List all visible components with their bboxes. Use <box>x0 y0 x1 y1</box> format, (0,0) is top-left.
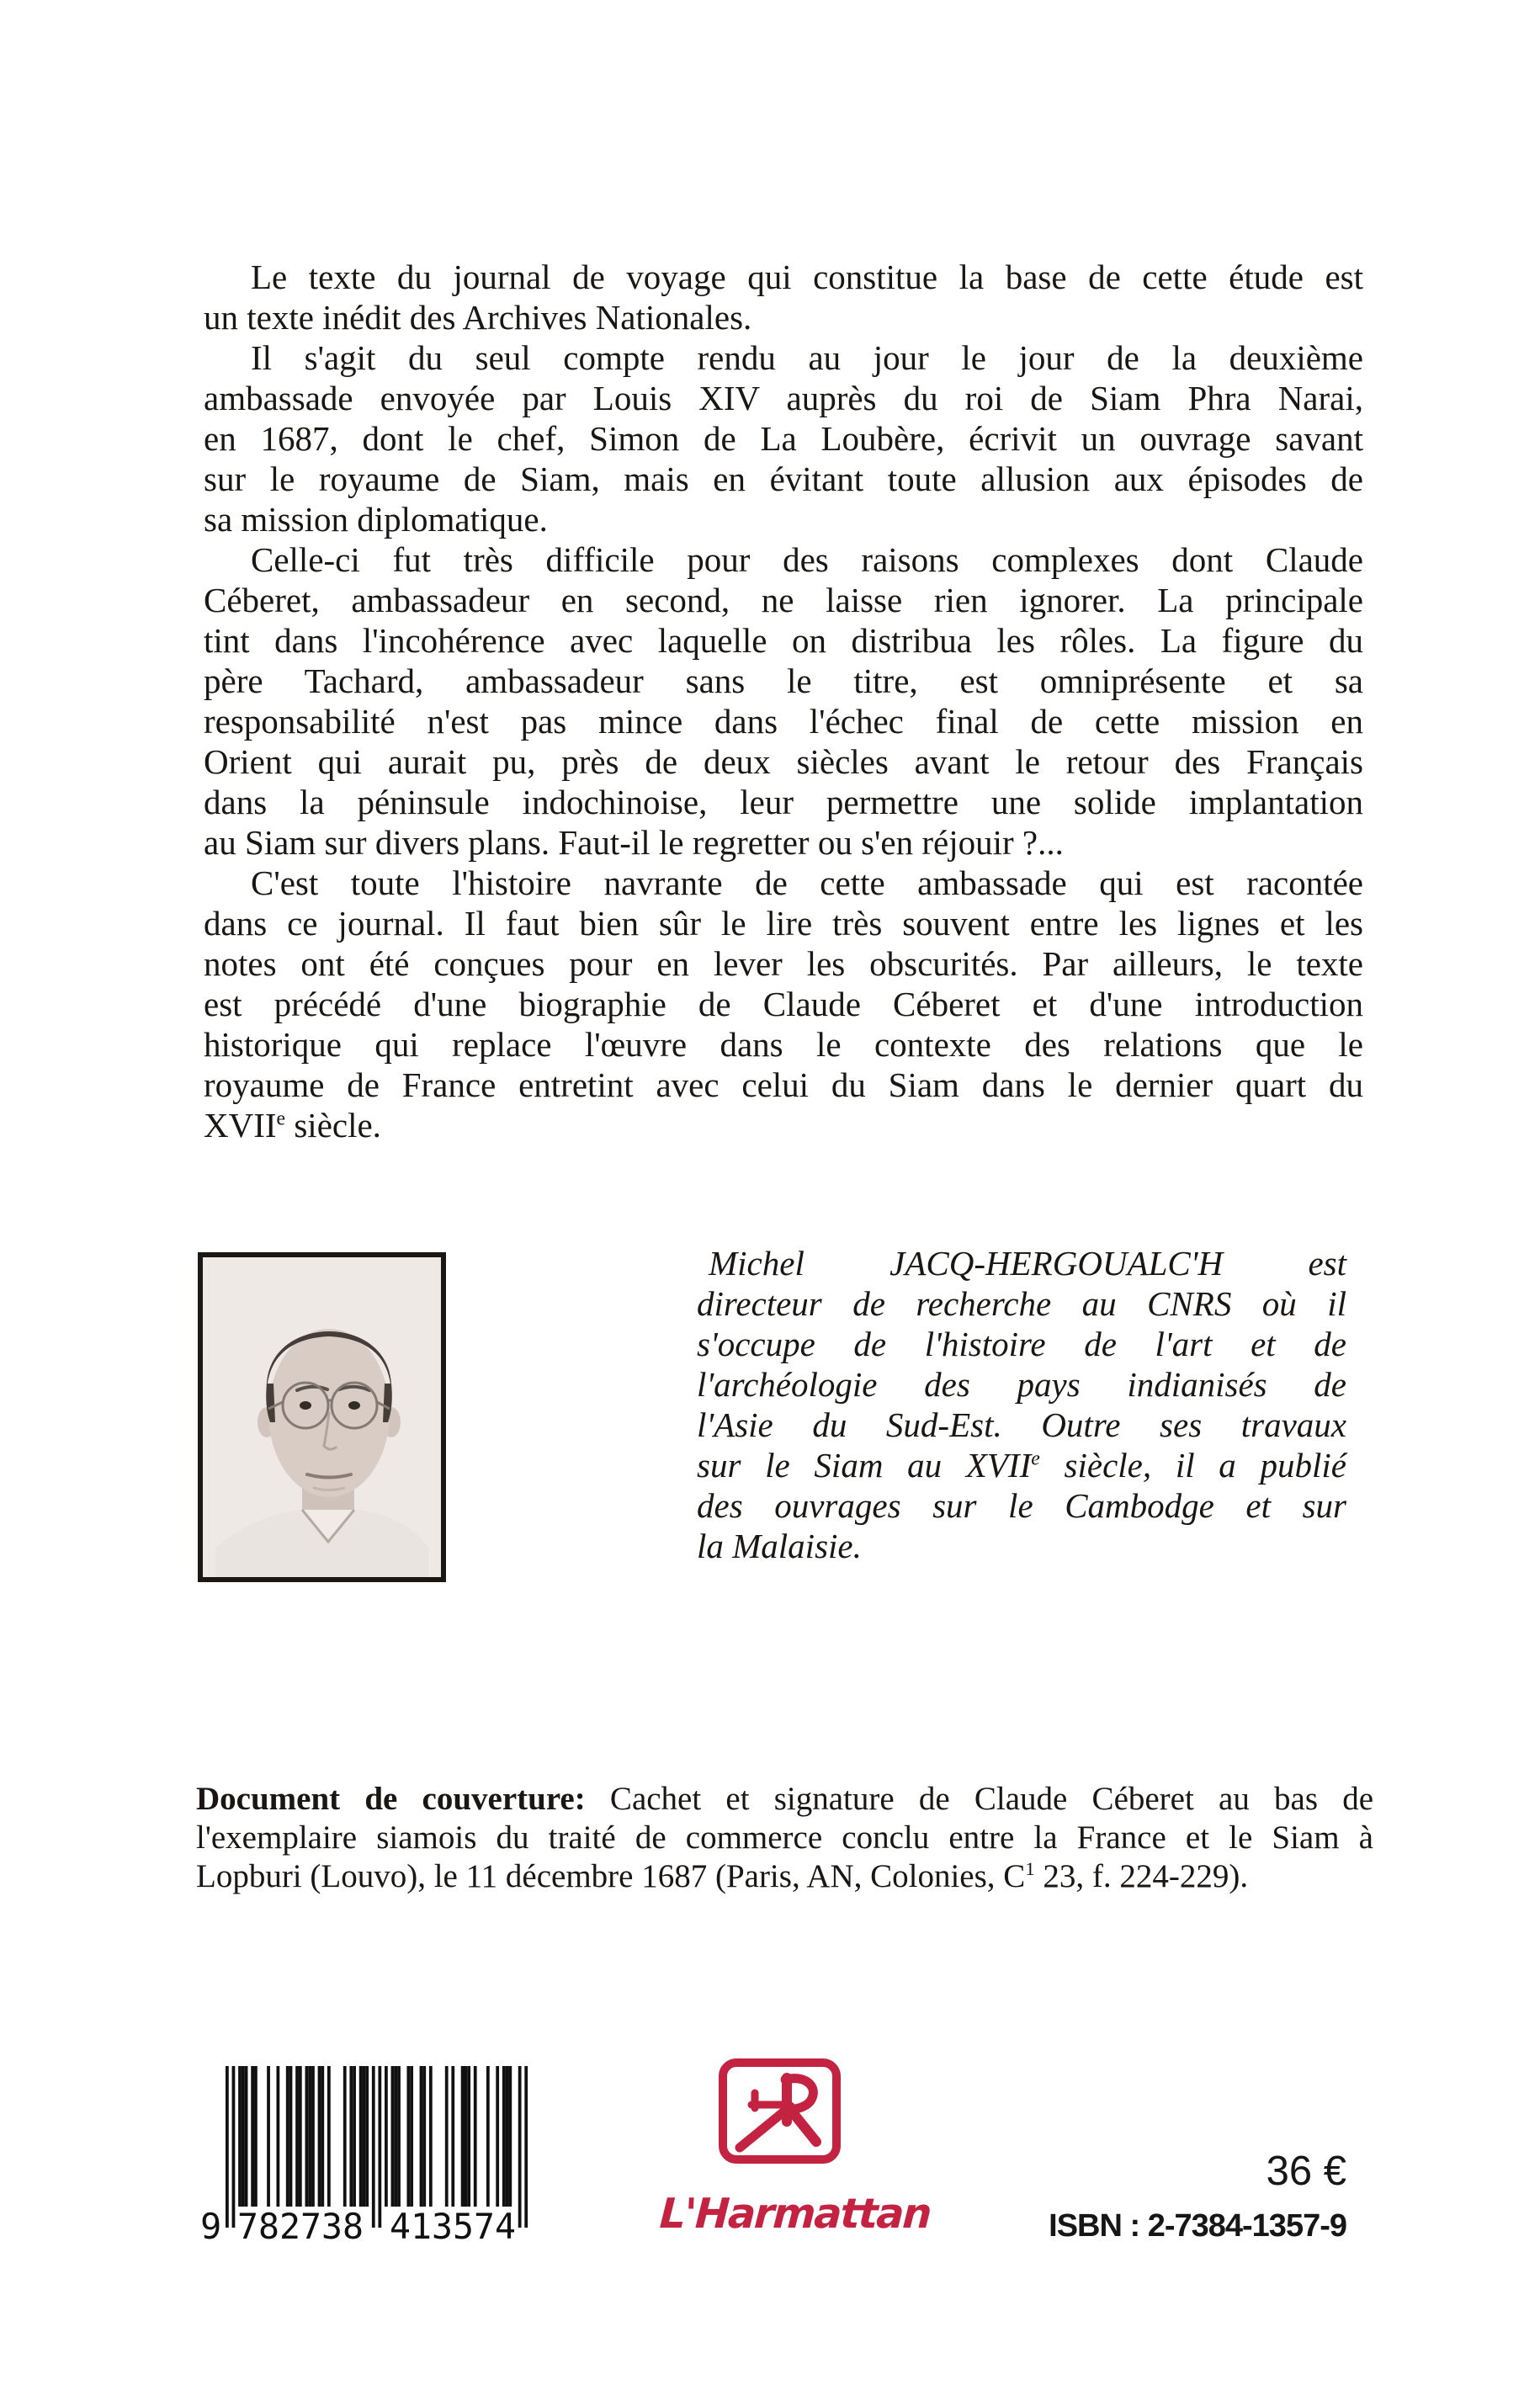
harmattan-seal-icon <box>718 2058 842 2165</box>
text-line: Orient qui aurait pu, près de deux siècles avant le retour des Français <box>204 742 1363 781</box>
author-photo <box>198 1252 446 1582</box>
text-line: dans la péninsule indochinoise, leur permettre une solide implantation <box>204 783 1363 821</box>
text-line: XVIIe siècle. <box>204 1106 381 1145</box>
text-line: l'Asie du Sud-Est. Outre ses travaux <box>697 1405 1346 1444</box>
price-label: 36 € <box>1266 2149 1346 2194</box>
text-line: C'est toute l'histoire navrante de cette ambassade qui est racontée <box>251 863 1363 902</box>
synopsis-paragraph <box>204 539 1363 863</box>
publisher-wordmark: L'Harmattan <box>658 2190 932 2238</box>
text-line: Celle-ci fut très difficile pour des raisons complexes dont Claude <box>251 540 1363 579</box>
text-line: s'occupe de l'histoire de l'art et de <box>697 1325 1346 1363</box>
text-line: historique qui replace l'œuvre dans le contexte des relations que le <box>204 1025 1363 1064</box>
text-line: sur le royaume de Siam, mais en évitant toute allusion aux épisodes de <box>204 459 1363 498</box>
text-line: notes ont été conçues pour en lever les obscurités. Par ailleurs, le texte <box>204 944 1363 983</box>
text-line: l'exemplaire siamois du traité de commerce conclu entre la France et le Siam à <box>196 1819 1373 1856</box>
synopsis-text <box>204 257 1363 1145</box>
text-line: Document de couverture: Cachet et signature de Claude Céberet au bas de <box>196 1781 1374 1817</box>
text-line: père Tachard, ambassadeur sans le titre, est omniprésente et sa <box>204 661 1363 700</box>
text-line: directeur de recherche au CNRS où il <box>697 1284 1346 1323</box>
text-line: la Malaisie. <box>697 1527 862 1565</box>
text-line: sur le Siam au XVIIe siècle, il a publié <box>697 1446 1346 1485</box>
isbn-label: ISBN : 2-7384-1357-9 <box>1049 2208 1346 2244</box>
text-line: en 1687, dont le chef, Simon de La Loubère, écrivit un ouvrage savant <box>204 419 1363 458</box>
barcode-bars <box>226 2066 528 2228</box>
synopsis-paragraph <box>204 337 1363 539</box>
barcode-digits-group2: 413574 <box>390 2206 516 2247</box>
author-bio-text <box>697 1243 1346 1566</box>
text-line: un texte inédit des Archives Nationales. <box>204 298 752 337</box>
text-line: Le texte du journal de voyage qui constitue la base de cette étude est <box>251 258 1363 296</box>
text-line: responsabilité n'est pas mince dans l'échec final de cette mission en <box>204 702 1363 741</box>
text-line: ambassade envoyée par Louis XIV auprès du roi de Siam Phra Narai, <box>204 379 1363 417</box>
text-line: sa mission diplomatique. <box>204 500 548 539</box>
text-line: des ouvrages sur le Cambodge et sur <box>697 1486 1346 1525</box>
cover-document-note <box>196 1780 1373 1896</box>
text-line: dans ce journal. Il faut bien sûr le lire très souvent entre les lignes et les <box>204 904 1363 943</box>
synopsis-paragraph <box>204 257 1363 337</box>
text-line: Céberet, ambassadeur en second, ne laisse rien ignorer. La principale <box>204 581 1363 619</box>
synopsis-paragraph <box>204 863 1363 1145</box>
text-line: tint dans l'incohérence avec laquelle on distribua les rôles. La figure du <box>204 621 1363 660</box>
text-line: Lopburi (Louvo), le 11 décembre 1687 (Paris, AN, Colonies, $C^1$ 23, f. 224-229). <box>196 1858 1249 1894</box>
text-line: est précédé d'une biographie de Claude Céberet et d'une introduction <box>204 985 1363 1023</box>
barcode-digit-left: 9 <box>200 2206 222 2247</box>
text-line: Il s'agit du seul compte rendu au jour le jour de la deuxième <box>251 338 1363 377</box>
author-portrait-drawing <box>203 1257 441 1577</box>
text-line: royaume de France entretint avec celui du Siam dans le dernier quart du <box>204 1065 1363 1104</box>
text-line: Michel JACQ-HERGOUALC'H est <box>709 1244 1346 1283</box>
barcode-digits-group1: 782738 <box>237 2206 364 2247</box>
ean13-barcode <box>194 2066 539 2247</box>
text-line: l'archéologie des pays indianisés de <box>697 1365 1346 1404</box>
text-line: au Siam sur divers plans. Faut-il le regretter ou s'en réjouir ?... <box>204 823 1064 862</box>
